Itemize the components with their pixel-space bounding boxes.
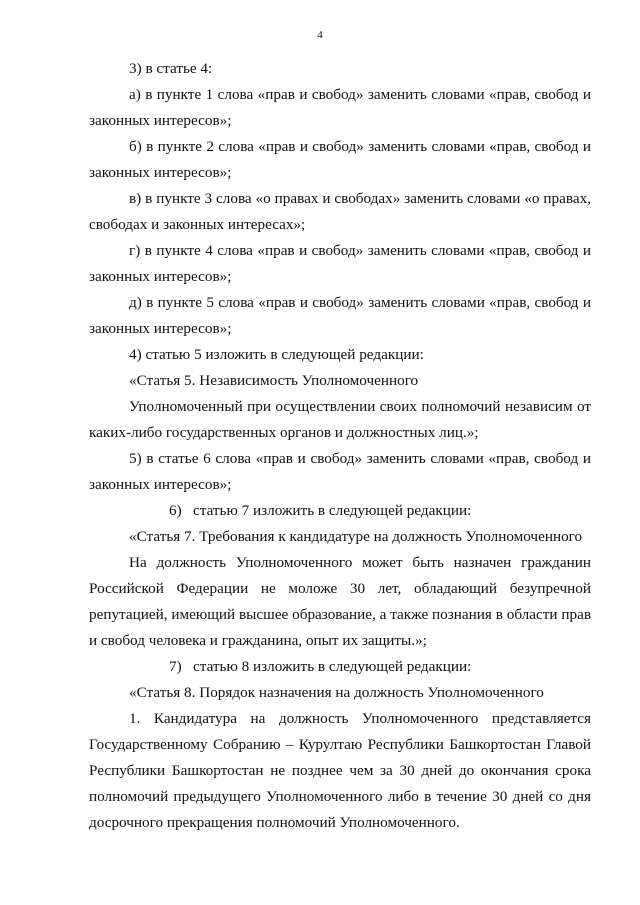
- paragraph: 1. Кандидатура на должность Уполномоченного представляется Государственному Собранию – Курултаю Республики Башкортостан Главой Республики Башкортостан не позднее чем за 30 дней до окончания срока полномочий предыдущего Уполномоченного либо в течение 30 дней со дня досрочного прекращения полномочий Уполномоченного.: [89, 710, 591, 831]
- paragraph: 5) в статье 6 слова «прав и свобод» заменить словами «прав, свобод и законных интересов»;: [89, 450, 591, 493]
- page-number: 4: [317, 29, 323, 41]
- paragraph: а) в пункте 1 слова «прав и свобод» заменить словами «прав, свобод и законных интересов»;: [89, 86, 591, 129]
- paragraph: г) в пункте 4 слова «прав и свобод» заменить словами «прав, свобод и законных интересов»;: [89, 242, 591, 285]
- item-text: статью 7 изложить в следующей редакции:: [193, 502, 472, 519]
- paragraph: б) в пункте 2 слова «прав и свобод» заменить словами «прав, свобод и законных интересов»;: [89, 138, 591, 181]
- item-text: статью 8 изложить в следующей редакции:: [193, 658, 472, 675]
- paragraph: Уполномоченный при осуществлении своих полномочий независим от каких-либо государственных органов и должностных лиц.»;: [89, 398, 591, 441]
- item-number: 6): [169, 502, 182, 519]
- paragraph: На должность Уполномоченного может быть назначен гражданин Российской Федерации не моложе 30 лет, обладающий безупречной репутацией, имеющий высшее образование, а также познания в области прав и свобод человека и гражданина, опыт их защиты.»;: [89, 554, 591, 649]
- paragraph: д) в пункте 5 слова «прав и свобод» заменить словами «прав, свобод и законных интересов»;: [89, 294, 591, 337]
- item-number: 7): [169, 658, 182, 675]
- paragraph: 4) статью 5 изложить в следующей редакции:: [129, 346, 424, 363]
- document-body: [89, 56, 591, 836]
- article-heading: «Статья 5. Независимость Уполномоченного: [129, 372, 419, 389]
- paragraph: в) в пункте 3 слова «о правах и свободах» заменить словами «о правах, свободах и законных интересах»;: [89, 190, 591, 233]
- numbered-item: [89, 654, 591, 680]
- article-heading: «Статья 8. Порядок назначения на должность Уполномоченного: [129, 684, 544, 701]
- article-heading: «Статья 7. Требования к кандидатуре на должность Уполномоченного: [129, 528, 583, 545]
- paragraph: 3) в статье 4:: [129, 60, 213, 77]
- numbered-item: [89, 498, 591, 524]
